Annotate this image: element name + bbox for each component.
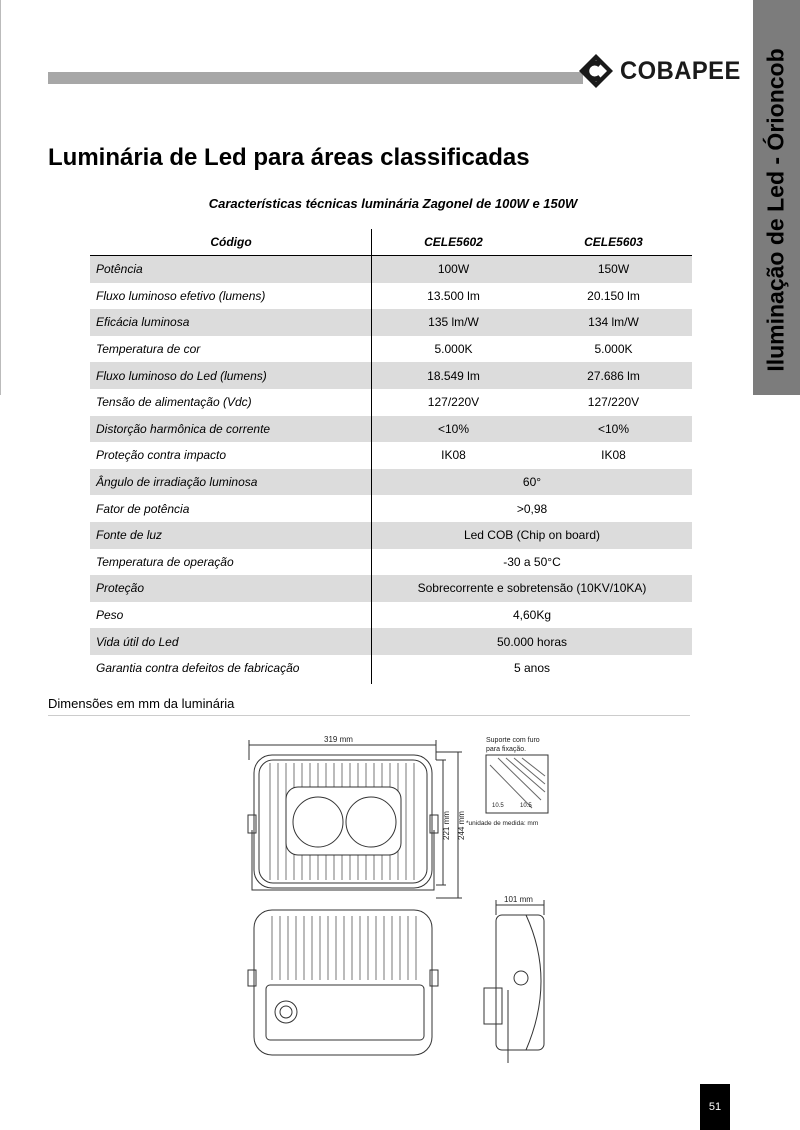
side-view-housing [496, 915, 544, 1050]
cell-value: 5 anos [513, 661, 551, 676]
depth-dimension-label: 101 mm [504, 895, 533, 904]
angle-label-1: 10.5 [492, 803, 504, 809]
luminaire-technical-drawing [236, 730, 556, 1065]
header-cele5603: CELE5603 [535, 229, 692, 256]
angle-label-2: 10.5 [520, 803, 532, 809]
table-row [90, 283, 692, 310]
page-number: 51 [700, 1084, 730, 1130]
led-lens-left [293, 797, 343, 847]
cell-value: 5.000K [594, 342, 633, 357]
cell-value: 27.686 lm [535, 362, 692, 389]
row-label: Proteção [90, 575, 372, 602]
cell-value: 100W [372, 256, 535, 283]
cell-value: >0,98 [516, 501, 548, 516]
table-caption: Características técnicas luminária Zagonel de 100W e 150W [208, 196, 578, 211]
cell-value: 5.000K [434, 342, 473, 357]
table-row [90, 256, 692, 283]
cell-value: 13.500 lm [427, 288, 480, 303]
cell-value: 4,60Kg [512, 608, 552, 623]
cell-value: 50.000 horas [372, 628, 692, 655]
table-row [90, 655, 692, 682]
table-row [90, 495, 692, 522]
dimensions-label: Dimensões em mm da luminária [48, 696, 235, 711]
side-tab-text: Iluminação de Led - Órioncob [762, 48, 789, 372]
led-lens-right [346, 797, 396, 847]
table-row [90, 416, 692, 443]
row-label: Fonte de luz [90, 522, 372, 549]
page-title: Luminária de Led para áreas classificadas [48, 144, 530, 171]
table-divider [371, 229, 372, 684]
row-label: Fluxo luminoso do Led (lumens) [90, 362, 372, 389]
row-label: Proteção contra impacto [96, 448, 227, 463]
table-row [90, 602, 692, 629]
support-note-1: Suporte com furo [486, 737, 540, 744]
cell-value: IK08 [601, 448, 626, 463]
table-row [90, 362, 692, 389]
cell-value: -30 a 50°C [503, 554, 561, 569]
driver-box [266, 985, 424, 1040]
cell-value: 134 lm/W [535, 309, 692, 336]
spec-table [90, 229, 692, 682]
brand-logo [578, 53, 747, 89]
row-label: Tensão de alimentação (Vdc) [96, 395, 252, 410]
row-label: Potência [90, 256, 372, 283]
cell-value: 60° [372, 469, 692, 496]
cell-value: Led COB (Chip on board) [372, 522, 692, 549]
row-label: Fator de potência [96, 501, 190, 516]
table-row [90, 469, 692, 496]
height-inner-label: 221 mm [442, 811, 451, 840]
table-row [90, 309, 692, 336]
table-header-row [90, 229, 692, 256]
cobapee-logo-icon [578, 53, 614, 89]
dimensions-rule [48, 715, 690, 716]
header-bar [48, 72, 583, 84]
row-label: Distorção harmônica de corrente [90, 416, 372, 443]
row-label: Vida útil do Led [90, 628, 372, 655]
height-outer-label: 244 mm [457, 811, 466, 840]
table-row [90, 389, 692, 416]
cell-value: 150W [535, 256, 692, 283]
cell-value: Sobrecorrente e sobretensão (10KV/10KA) [372, 575, 692, 602]
row-label: Fluxo luminoso efetivo (lumens) [96, 288, 266, 303]
table-row [90, 442, 692, 469]
brand-name: COBAPEE [620, 56, 741, 85]
cell-value: IK08 [441, 448, 466, 463]
table-row [90, 549, 692, 576]
cell-value: 135 lm/W [372, 309, 535, 336]
cell-value: 20.150 lm [587, 288, 640, 303]
row-label: Temperatura de cor [96, 342, 201, 357]
row-label: Eficácia luminosa [90, 309, 372, 336]
table-row [90, 522, 692, 549]
header-cele5602: CELE5602 [372, 229, 535, 256]
page-edge-line [0, 0, 1, 395]
row-label: Ângulo de irradiação luminosa [90, 469, 372, 496]
cell-value: 127/220V [587, 395, 640, 410]
support-note-2: para fixação. [486, 746, 527, 753]
table-row [90, 575, 692, 602]
header-codigo: Código [90, 229, 372, 256]
width-dimension-label: 319 mm [324, 735, 353, 744]
row-label: Temperatura de operação [96, 554, 234, 569]
cell-value: 18.549 lm [372, 362, 535, 389]
unit-note: *unidade de medida: mm [466, 820, 539, 827]
row-label: Peso [96, 608, 124, 623]
table-row [90, 336, 692, 363]
cell-value: <10% [535, 416, 692, 443]
cell-value: <10% [372, 416, 535, 443]
row-label: Garantia contra defeitos de fabricação [96, 661, 300, 676]
table-row [90, 628, 692, 655]
cell-value: 127/220V [427, 395, 480, 410]
